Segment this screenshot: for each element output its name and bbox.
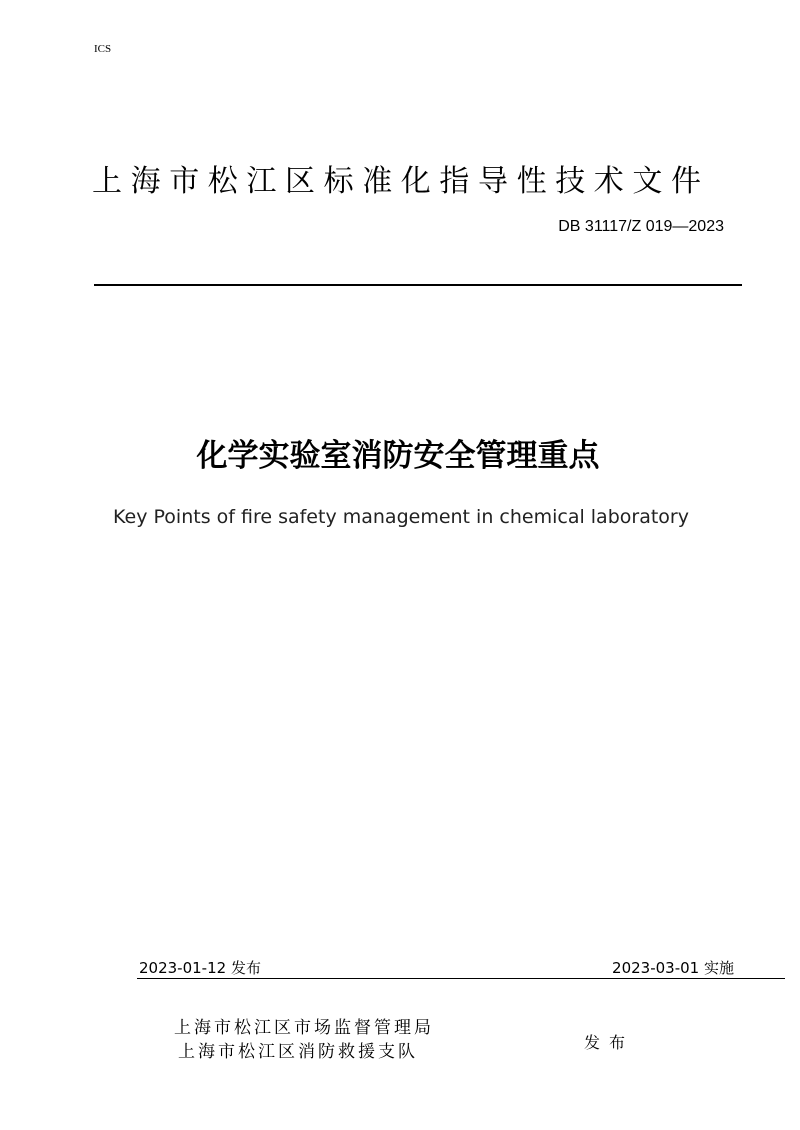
implement-date: 2023-03-01 实施: [612, 959, 734, 977]
publish-date: 2023-01-12 发布: [139, 959, 261, 977]
header-divider: [94, 284, 742, 286]
document-number: DB 31117/Z 019—2023: [558, 218, 724, 235]
document-title-text: 化学实验室消防安全管理重点: [196, 438, 600, 474]
ics-label: ICS: [94, 43, 112, 55]
issuing-authorities: [174, 1016, 434, 1064]
issuer-fire-rescue: 上海市松江区消防救援支队: [178, 1042, 418, 1062]
issuer-market-supervision: 上海市松江区市场监督管理局: [174, 1018, 434, 1038]
document-title: [0, 430, 800, 475]
english-title: [0, 506, 800, 528]
footer-divider: [137, 978, 785, 979]
issue-label: 发布: [584, 1033, 635, 1052]
english-title-text: Key Points of fire safety management in chemical laboratory: [113, 506, 689, 528]
series-title: 上海市松江区标准化指导性技术文件: [92, 164, 710, 199]
